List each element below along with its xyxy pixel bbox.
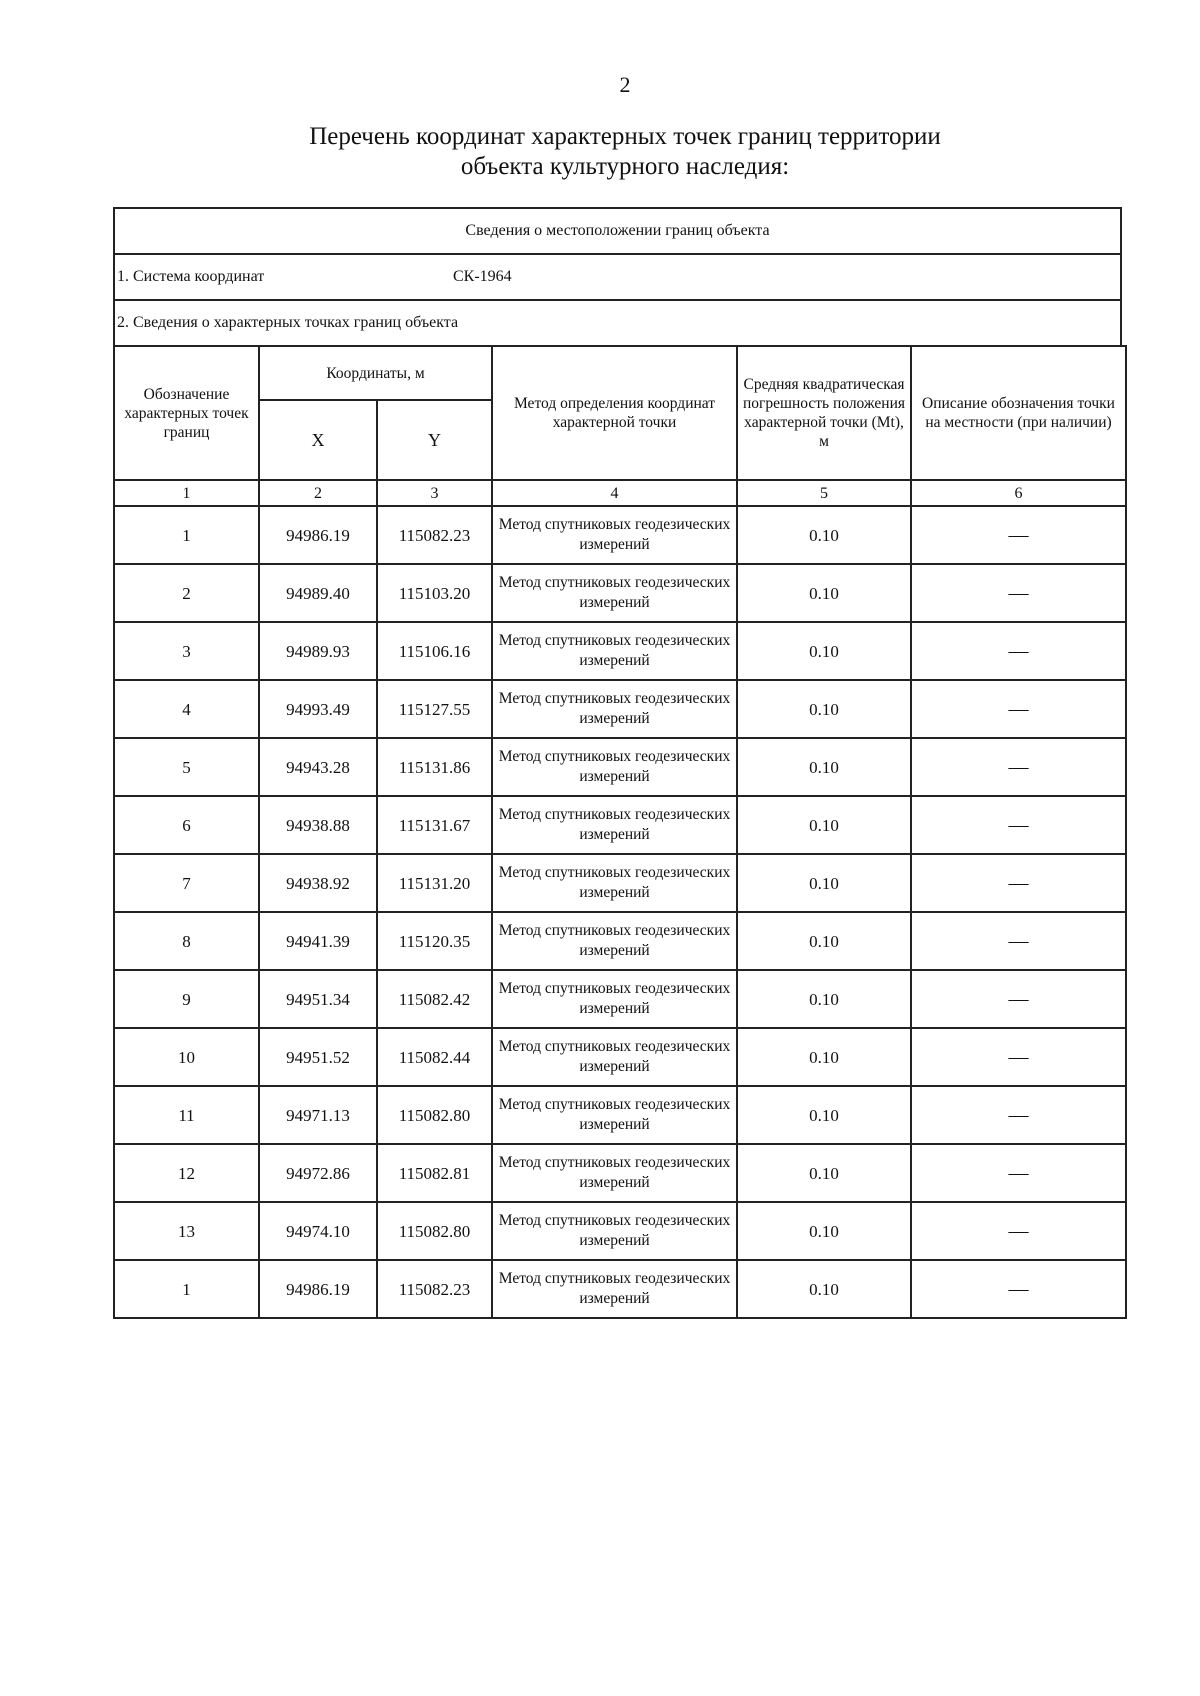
method-cell: Метод спутниковых геодезических измерений: [492, 564, 737, 622]
x-coordinate-cell: 94972.86: [259, 1144, 377, 1202]
error-cell: 0.10: [737, 1144, 911, 1202]
table-row: [114, 1086, 1126, 1144]
table-row: [114, 796, 1126, 854]
description-cell: —: [911, 1260, 1126, 1318]
point-id-cell: 8: [114, 912, 259, 970]
y-coordinate-cell: 115082.23: [377, 1260, 492, 1318]
x-coordinate-cell: 94941.39: [259, 912, 377, 970]
description-cell: —: [911, 970, 1126, 1028]
section-header-text: Сведения о местоположении границ объекта: [465, 222, 770, 239]
header-coordinates: Координаты, м: [259, 346, 492, 400]
table-row: [114, 1144, 1126, 1202]
y-coordinate-cell: 115082.80: [377, 1202, 492, 1260]
point-id-cell: 1: [114, 506, 259, 564]
error-cell: 0.10: [737, 970, 911, 1028]
method-cell: Метод спутниковых геодезических измерений: [492, 1202, 737, 1260]
coordinate-system-row: [113, 253, 1122, 299]
header-x: X: [259, 400, 377, 480]
error-cell: 0.10: [737, 564, 911, 622]
point-id-cell: 7: [114, 854, 259, 912]
description-cell: —: [911, 1028, 1126, 1086]
table-body: [114, 506, 1126, 1318]
title-line-1: Перечень координат характерных точек границ территории: [309, 123, 941, 150]
x-coordinate-cell: 94943.28: [259, 738, 377, 796]
method-cell: Метод спутниковых геодезических измерений: [492, 680, 737, 738]
error-cell: 0.10: [737, 912, 911, 970]
y-coordinate-cell: 115103.20: [377, 564, 492, 622]
point-id-cell: 13: [114, 1202, 259, 1260]
description-cell: —: [911, 738, 1126, 796]
boundary-points-form: [113, 207, 1122, 1319]
header-error: Средняя квадратическая погрешность положения характерной точки (Mt), м: [737, 346, 911, 480]
table-row: [114, 1028, 1126, 1086]
description-cell: —: [911, 1202, 1126, 1260]
column-number: 2: [259, 480, 377, 506]
table-row: [114, 564, 1126, 622]
description-cell: —: [911, 622, 1126, 680]
method-cell: Метод спутниковых геодезических измерений: [492, 970, 737, 1028]
coordinates-table: [113, 345, 1127, 1319]
method-cell: Метод спутниковых геодезических измерений: [492, 854, 737, 912]
coordinate-system-label: 1. Система координат: [117, 268, 265, 285]
point-id-cell: 12: [114, 1144, 259, 1202]
error-cell: 0.10: [737, 796, 911, 854]
method-cell: Метод спутниковых геодезических измерений: [492, 1086, 737, 1144]
points-header-row: [113, 299, 1122, 345]
error-cell: 0.10: [737, 1086, 911, 1144]
point-id-cell: 1: [114, 1260, 259, 1318]
y-coordinate-cell: 115131.20: [377, 854, 492, 912]
section-header: [113, 207, 1122, 253]
column-number: 1: [114, 480, 259, 506]
description-cell: —: [911, 506, 1126, 564]
x-coordinate-cell: 94938.92: [259, 854, 377, 912]
y-coordinate-cell: 115131.67: [377, 796, 492, 854]
page-number: 2: [619, 72, 631, 97]
method-cell: Метод спутниковых геодезических измерений: [492, 738, 737, 796]
x-coordinate-cell: 94986.19: [259, 506, 377, 564]
header-y: Y: [377, 400, 492, 480]
error-cell: 0.10: [737, 622, 911, 680]
table-row: [114, 506, 1126, 564]
point-id-cell: 9: [114, 970, 259, 1028]
x-coordinate-cell: 94986.19: [259, 1260, 377, 1318]
column-number: 6: [911, 480, 1126, 506]
description-cell: —: [911, 1086, 1126, 1144]
y-coordinate-cell: 115120.35: [377, 912, 492, 970]
y-coordinate-cell: 115082.81: [377, 1144, 492, 1202]
description-cell: —: [911, 796, 1126, 854]
method-cell: Метод спутниковых геодезических измерений: [492, 796, 737, 854]
x-coordinate-cell: 94951.34: [259, 970, 377, 1028]
y-coordinate-cell: 115082.42: [377, 970, 492, 1028]
document-title: [0, 122, 1200, 182]
header-designation: Обозначение характерных точек границ: [114, 346, 259, 480]
method-cell: Метод спутниковых геодезических измерений: [492, 912, 737, 970]
x-coordinate-cell: 94989.93: [259, 622, 377, 680]
y-coordinate-cell: 115082.80: [377, 1086, 492, 1144]
x-coordinate-cell: 94993.49: [259, 680, 377, 738]
method-cell: Метод спутниковых геодезических измерений: [492, 1028, 737, 1086]
x-coordinate-cell: 94989.40: [259, 564, 377, 622]
header-method: Метод определения координат характерной точки: [492, 346, 737, 480]
column-number: 4: [492, 480, 737, 506]
error-cell: 0.10: [737, 1202, 911, 1260]
title-line-2: объекта культурного наследия:: [460, 153, 790, 180]
table-row: [114, 622, 1126, 680]
coordinate-system-value: СК-1964: [453, 268, 512, 285]
point-id-cell: 2: [114, 564, 259, 622]
description-cell: —: [911, 1144, 1126, 1202]
table-row: [114, 854, 1126, 912]
points-header-text: 2. Сведения о характерных точках границ объекта: [117, 314, 459, 331]
description-cell: —: [911, 564, 1126, 622]
y-coordinate-cell: 115127.55: [377, 680, 492, 738]
table-row: [114, 1202, 1126, 1260]
point-id-cell: 4: [114, 680, 259, 738]
table-row: [114, 1260, 1126, 1318]
error-cell: 0.10: [737, 1028, 911, 1086]
y-coordinate-cell: 115106.16: [377, 622, 492, 680]
table-row: [114, 680, 1126, 738]
point-id-cell: 6: [114, 796, 259, 854]
table-row: [114, 970, 1126, 1028]
description-cell: —: [911, 854, 1126, 912]
error-cell: 0.10: [737, 506, 911, 564]
y-coordinate-cell: 115082.44: [377, 1028, 492, 1086]
error-cell: 0.10: [737, 680, 911, 738]
error-cell: 0.10: [737, 854, 911, 912]
y-coordinate-cell: 115082.23: [377, 506, 492, 564]
error-cell: 0.10: [737, 1260, 911, 1318]
point-id-cell: 11: [114, 1086, 259, 1144]
point-id-cell: 3: [114, 622, 259, 680]
x-coordinate-cell: 94974.10: [259, 1202, 377, 1260]
table-row: [114, 738, 1126, 796]
error-cell: 0.10: [737, 738, 911, 796]
y-coordinate-cell: 115131.86: [377, 738, 492, 796]
column-number: 5: [737, 480, 911, 506]
method-cell: Метод спутниковых геодезических измерений: [492, 622, 737, 680]
x-coordinate-cell: 94938.88: [259, 796, 377, 854]
column-number-row: [114, 480, 1126, 506]
method-cell: Метод спутниковых геодезических измерений: [492, 1144, 737, 1202]
table-row: [114, 912, 1126, 970]
header-description: Описание обозначения точки на местности (при наличии): [911, 346, 1126, 480]
description-cell: —: [911, 912, 1126, 970]
method-cell: Метод спутниковых геодезических измерений: [492, 506, 737, 564]
point-id-cell: 10: [114, 1028, 259, 1086]
x-coordinate-cell: 94951.52: [259, 1028, 377, 1086]
column-number: 3: [377, 480, 492, 506]
description-cell: —: [911, 680, 1126, 738]
point-id-cell: 5: [114, 738, 259, 796]
method-cell: Метод спутниковых геодезических измерений: [492, 1260, 737, 1318]
x-coordinate-cell: 94971.13: [259, 1086, 377, 1144]
